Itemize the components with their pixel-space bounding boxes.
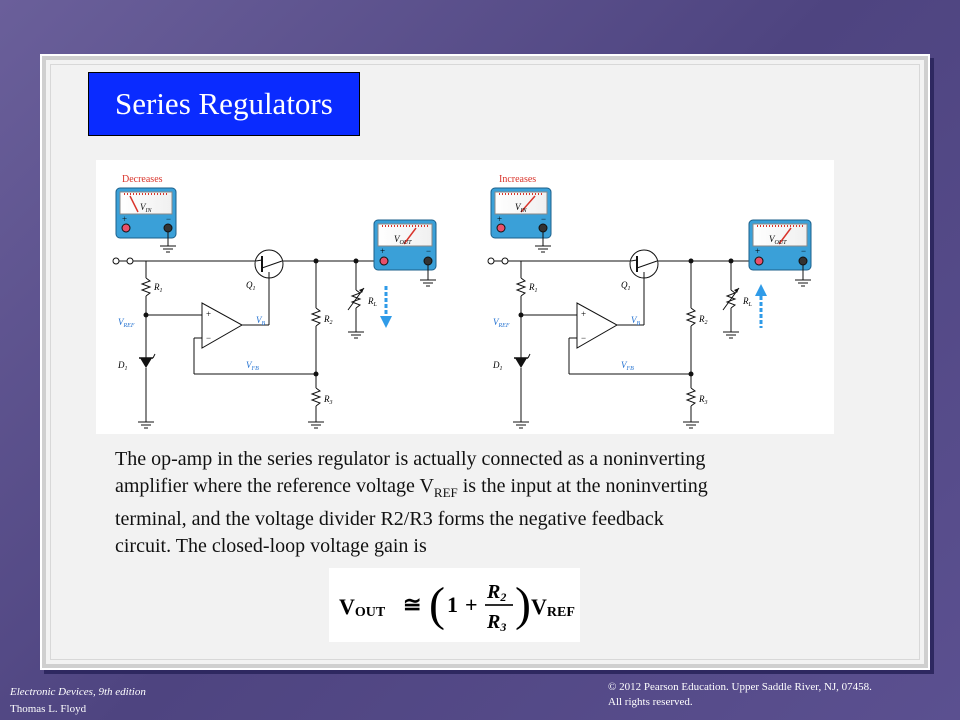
svg-text:RL: $R_L$ bbox=[743, 296, 752, 308]
svg-text:R2: R2 bbox=[487, 581, 507, 604]
svg-text:D1: $D_1$ bbox=[118, 360, 128, 372]
left-input-meter bbox=[116, 188, 176, 238]
svg-text:VFB: $V_{FB}$ bbox=[246, 360, 259, 372]
footer-rights: All rights reserved. bbox=[608, 696, 693, 708]
body-line-1: The op-amp in the series regulator is actually connected as a noninverting bbox=[115, 448, 706, 470]
svg-text:−: − bbox=[426, 246, 432, 256]
svg-text:−: − bbox=[801, 246, 807, 256]
body-line-3: terminal, and the voltage divider R2/R3 forms the negative feedback bbox=[115, 508, 664, 530]
footer-author: Thomas L. Floyd bbox=[10, 703, 87, 715]
svg-text:VREF: $V_{REF}$ bbox=[118, 317, 135, 329]
svg-text:D1: $D_1$ bbox=[493, 360, 503, 372]
left-op-amp bbox=[202, 303, 242, 348]
svg-text:VIN: $V_{IN}$ bbox=[140, 202, 152, 214]
svg-text:−: − bbox=[581, 333, 587, 343]
gain-formula bbox=[329, 568, 580, 642]
svg-text:VB: $V_B$ bbox=[256, 315, 266, 327]
svg-text:−: − bbox=[166, 214, 172, 224]
right-output-meter bbox=[749, 220, 811, 270]
svg-text:+: + bbox=[465, 592, 478, 617]
formula-svg bbox=[329, 568, 580, 642]
svg-text:R3: $R_3$ bbox=[324, 394, 333, 406]
svg-text:+: + bbox=[755, 246, 761, 256]
right-increase-arrow bbox=[755, 284, 767, 328]
body-line-2: amplifier where the reference voltage $V_{REF}$ is the input at the noninverting bbox=[115, 475, 708, 500]
right-q1-transistor bbox=[630, 250, 658, 288]
svg-text:+: + bbox=[122, 214, 128, 224]
svg-text:+: + bbox=[497, 214, 503, 224]
svg-text:RL: $R_L$ bbox=[368, 296, 377, 308]
footer-right bbox=[608, 680, 872, 710]
left-circuit bbox=[113, 174, 436, 428]
svg-text:(: ( bbox=[429, 578, 445, 631]
svg-text:R3: R3 bbox=[487, 611, 507, 634]
left-output-meter bbox=[374, 220, 436, 270]
footer-left bbox=[10, 684, 146, 718]
svg-text:VREF: $V_{REF}$ bbox=[493, 317, 510, 329]
svg-text:+: + bbox=[581, 309, 587, 319]
svg-text:Q1: $Q_1$ bbox=[621, 280, 631, 292]
slide-title: Series Regulators bbox=[115, 86, 333, 121]
svg-text:VOUT: $V_{OUT}$ bbox=[769, 234, 787, 246]
svg-text:VOUT: VOUT bbox=[339, 594, 386, 620]
body-text bbox=[115, 446, 835, 560]
svg-text:VFB: $V_{FB}$ bbox=[621, 360, 634, 372]
circuit-svg bbox=[96, 160, 834, 434]
svg-text:R2: $R_2$ bbox=[699, 314, 708, 326]
svg-text:R1: $R_1$ bbox=[529, 282, 538, 294]
svg-text:Q1: $Q_1$ bbox=[246, 280, 256, 292]
svg-text:R3: $R_3$ bbox=[699, 394, 708, 406]
footer-book: Electronic Devices, 9th edition bbox=[10, 686, 146, 698]
left-meter-caption: Decreases bbox=[122, 174, 163, 185]
right-input-meter bbox=[491, 188, 551, 238]
svg-text:VREF: VREF bbox=[531, 594, 575, 620]
svg-text:VB: $V_B$ bbox=[631, 315, 641, 327]
title-box bbox=[88, 72, 360, 136]
svg-text:VOUT: $V_{OUT}$ bbox=[394, 234, 412, 246]
left-q1-transistor bbox=[255, 250, 283, 288]
svg-text:−: − bbox=[206, 333, 212, 343]
svg-text:1: 1 bbox=[447, 592, 458, 617]
svg-text:−: − bbox=[541, 214, 547, 224]
svg-text:R2: $R_2$ bbox=[324, 314, 333, 326]
svg-text:R1: $R_1$ bbox=[154, 282, 163, 294]
svg-text:VIN: $V_{IN}$ bbox=[515, 202, 527, 214]
svg-text:): ) bbox=[515, 578, 531, 631]
svg-text:≅: ≅ bbox=[403, 592, 422, 617]
right-op-amp bbox=[577, 303, 617, 348]
footer-copyright: © 2012 Pearson Education. Upper Saddle River, NJ, 07458. bbox=[608, 681, 872, 693]
right-meter-caption: Increases bbox=[499, 174, 537, 185]
svg-text:+: + bbox=[380, 246, 386, 256]
body-line-4: circuit. The closed-loop voltage gain is bbox=[115, 535, 427, 557]
svg-text:+: + bbox=[206, 309, 212, 319]
right-circuit bbox=[488, 174, 811, 428]
left-decrease-arrow bbox=[380, 286, 392, 328]
circuit-diagram bbox=[96, 160, 834, 434]
